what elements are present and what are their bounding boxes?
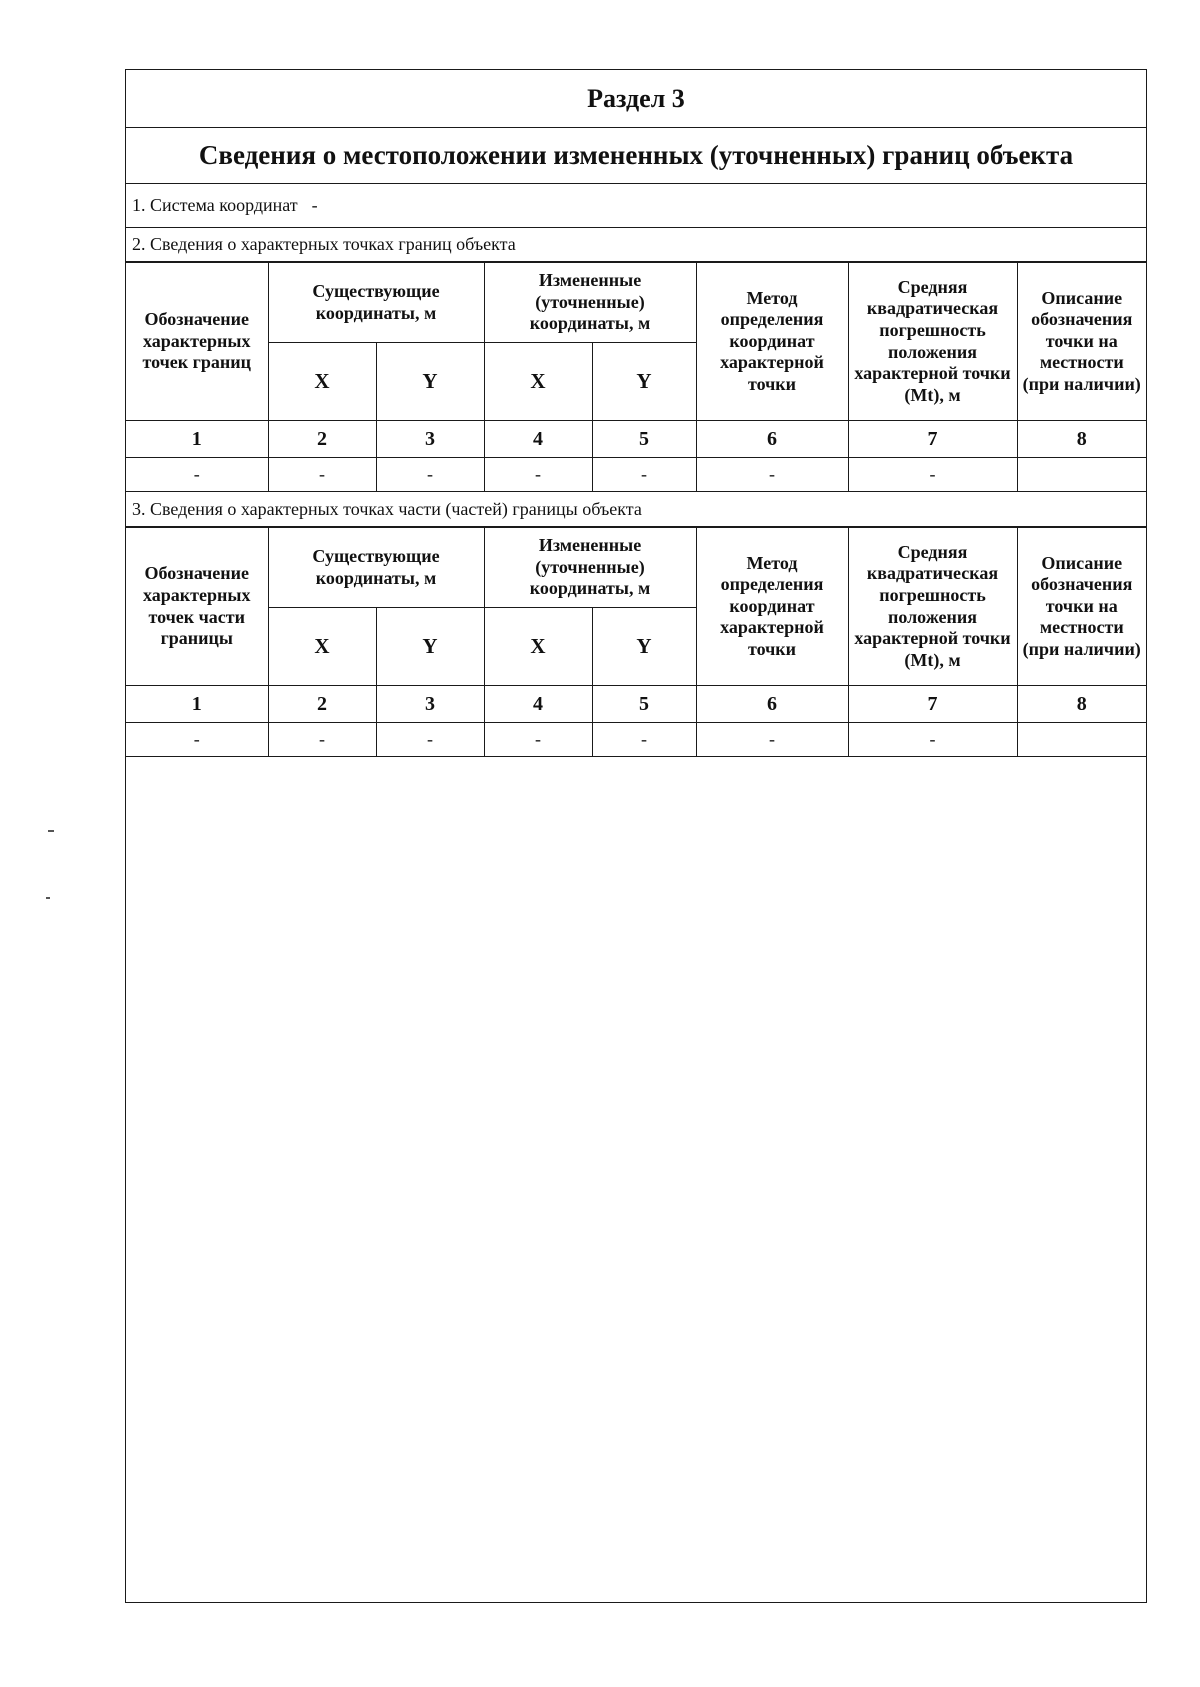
coordinate-system-line	[126, 184, 1146, 228]
col-changed-y: Y	[592, 608, 696, 686]
column-number-row	[126, 686, 1146, 723]
column-number: 8	[1017, 421, 1146, 458]
col-description: Описание обозначения точки на местности (при наличии)	[1017, 528, 1146, 686]
table-cell: -	[268, 723, 376, 757]
coordinate-system-label: 1. Система координат	[132, 195, 298, 215]
table-cell: -	[848, 723, 1017, 757]
column-number: 2	[268, 686, 376, 723]
col-mean-error: Средняя квадратическая погрешность положения характерной точки (Mt), м	[848, 528, 1017, 686]
coordinate-system-value: -	[311, 195, 318, 215]
table-cell: -	[484, 458, 592, 492]
table-cell: -	[848, 458, 1017, 492]
col-changed-y: Y	[592, 343, 696, 421]
column-number-row	[126, 421, 1146, 458]
table-cell: -	[376, 723, 484, 757]
table-cell	[1017, 723, 1146, 757]
table-cell: -	[126, 458, 268, 492]
table-cell	[1017, 458, 1146, 492]
col-existing-x: X	[268, 343, 376, 421]
col-description: Описание обозначения точки на местности (при наличии)	[1017, 263, 1146, 421]
col-changed-x: X	[484, 608, 592, 686]
column-number: 6	[696, 686, 848, 723]
part-points-table	[126, 527, 1146, 757]
document-frame	[125, 69, 1147, 1603]
table-cell: -	[696, 458, 848, 492]
col-designation: Обозначение характерных точек части границы	[126, 528, 268, 686]
col-existing-y: Y	[376, 608, 484, 686]
section-title: Раздел 3	[126, 70, 1146, 128]
col-method: Метод определения координат характерной точки	[696, 528, 848, 686]
col-existing-coords: Существующие координаты, м	[268, 263, 484, 343]
col-method: Метод определения координат характерной точки	[696, 263, 848, 421]
col-existing-coords: Существующие координаты, м	[268, 528, 484, 608]
col-existing-x: X	[268, 608, 376, 686]
col-mean-error: Средняя квадратическая погрешность положения характерной точки (Mt), м	[848, 263, 1017, 421]
column-number: 7	[848, 421, 1017, 458]
table-cell: -	[592, 723, 696, 757]
boundary-points-table	[126, 262, 1146, 492]
column-number: 3	[376, 686, 484, 723]
scan-mark	[46, 897, 50, 899]
col-existing-y: Y	[376, 343, 484, 421]
column-number: 1	[126, 686, 268, 723]
boundary-points-heading: 2. Сведения о характерных точках границ объекта	[126, 228, 1146, 262]
table-row	[126, 723, 1146, 757]
col-changed-coords: Измененные (уточненные) координаты, м	[484, 263, 696, 343]
column-number: 2	[268, 421, 376, 458]
table-cell: -	[696, 723, 848, 757]
table-cell: -	[484, 723, 592, 757]
table-row	[126, 458, 1146, 492]
column-number: 5	[592, 686, 696, 723]
column-number: 7	[848, 686, 1017, 723]
column-number: 1	[126, 421, 268, 458]
document-title: Сведения о местоположении измененных (уточненных) границ объекта	[126, 128, 1146, 184]
column-number: 5	[592, 421, 696, 458]
table-cell: -	[592, 458, 696, 492]
column-number: 8	[1017, 686, 1146, 723]
column-number: 4	[484, 421, 592, 458]
column-number: 3	[376, 421, 484, 458]
column-number: 4	[484, 686, 592, 723]
part-points-heading: 3. Сведения о характерных точках части (частей) границы объекта	[126, 493, 1146, 527]
col-changed-coords: Измененные (уточненные) координаты, м	[484, 528, 696, 608]
col-changed-x: X	[484, 343, 592, 421]
column-number: 6	[696, 421, 848, 458]
table-cell: -	[126, 723, 268, 757]
table-cell: -	[376, 458, 484, 492]
col-designation: Обозначение характерных точек границ	[126, 263, 268, 421]
scan-mark	[48, 830, 54, 832]
table-cell: -	[268, 458, 376, 492]
